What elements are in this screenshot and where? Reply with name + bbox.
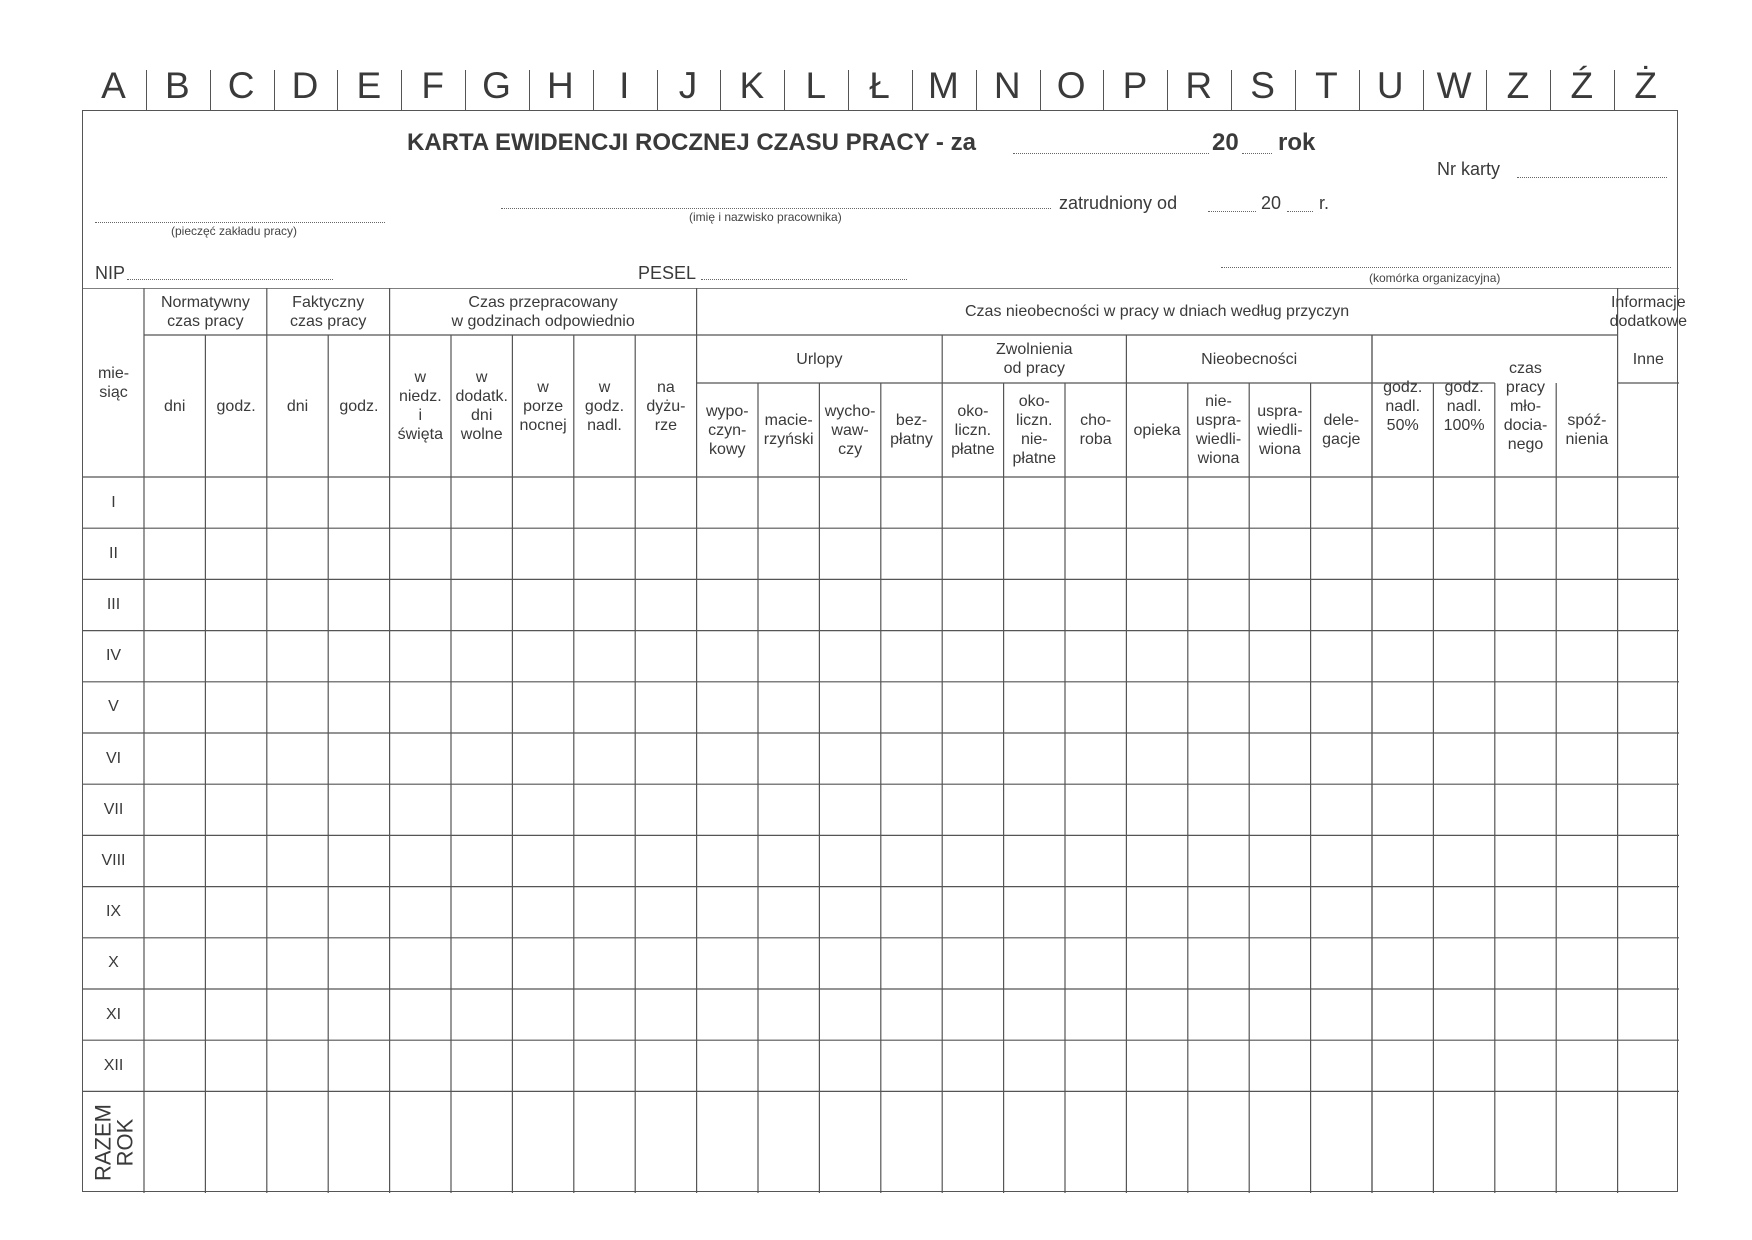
month-row-label: V — [108, 698, 119, 716]
pesel-label: PESEL — [638, 263, 697, 283]
normative-time-header: Normatywny czas pracy — [160, 293, 250, 330]
column-letter: O — [1056, 65, 1086, 106]
column-letter: Ł — [869, 65, 890, 106]
column-header-overtime: w godz. nadl. — [584, 378, 625, 434]
column-letter: R — [1185, 65, 1213, 106]
column-header-maternity: macie- rzyński — [763, 412, 814, 448]
card-number-field[interactable] — [1517, 177, 1667, 178]
column-letter: B — [164, 65, 190, 106]
column-header-care: opieka — [1133, 421, 1181, 439]
column-header-ot50: godz. nadl. 50% — [1383, 378, 1423, 434]
column-letter: I — [619, 65, 630, 106]
month-row-label: II — [109, 544, 118, 562]
employee-name-caption: (imię i nazwisko pracownika) — [689, 210, 842, 224]
month-row-label: IV — [105, 647, 122, 665]
month-row-label: XI — [105, 1005, 122, 1023]
year-field[interactable] — [1013, 153, 1209, 154]
card-number-label: Nr karty — [1437, 159, 1500, 179]
month-row-label: I — [111, 493, 116, 511]
column-letter: F — [421, 65, 444, 106]
column-header-excused: uspra- wiedli- wiona — [1257, 402, 1303, 458]
letter-separator — [1423, 70, 1424, 110]
column-header-sickness: cho- roba — [1079, 412, 1112, 448]
letter-separator — [720, 70, 721, 110]
letter-separator — [1359, 70, 1360, 110]
letter-separator — [146, 70, 147, 110]
letter-separator — [465, 70, 466, 110]
nip-label: NIP — [95, 263, 126, 283]
letter-separator — [274, 70, 275, 110]
column-header-unexcused: nie- uspra- wiedli- wiona — [1195, 393, 1242, 467]
month-row-label: VI — [105, 749, 122, 767]
column-header-act_days: dni — [286, 397, 309, 415]
employed-year-field[interactable] — [1287, 211, 1313, 212]
actual-time-header: Faktyczny czas pracy — [289, 293, 367, 330]
letter-separator — [1295, 70, 1296, 110]
department-field[interactable] — [1221, 267, 1671, 268]
letter-separator — [1614, 70, 1615, 110]
letter-separator — [1486, 70, 1487, 110]
letter-separator — [1167, 70, 1168, 110]
month-header: mie- siąc — [97, 364, 130, 401]
column-letter: Ż — [1634, 65, 1657, 106]
column-header-night: w porze nocnej — [519, 378, 567, 434]
letter-separator — [1231, 70, 1232, 110]
column-header-sundays: w niedz. i święta — [397, 369, 443, 443]
month-row-label: VIII — [101, 851, 126, 869]
employed-since-label: zatrudniony od — [1059, 193, 1178, 213]
column-header-unpaid: bez- płatny — [890, 412, 933, 448]
column-header-late: spóź- nienia — [1565, 412, 1609, 448]
letter-separator — [529, 70, 530, 110]
stamp-field[interactable] — [95, 222, 385, 223]
year-suffix-field[interactable] — [1242, 153, 1272, 154]
employed-year-suffix: r. — [1319, 193, 1330, 213]
column-letter: S — [1250, 65, 1275, 106]
absence-days-header: Czas nieobecności w pracy w dniach według przyczyn — [965, 303, 1350, 320]
letter-separator — [1550, 70, 1551, 110]
column-letter: A — [101, 65, 126, 106]
column-header-norm_days: dni — [164, 397, 186, 415]
column-letter: H — [547, 65, 574, 106]
column-letter-strip — [82, 62, 1678, 110]
letter-separator — [401, 70, 402, 110]
worked-hours-header: Czas przepracowany w godzinach odpowiednio — [451, 293, 635, 330]
letter-separator — [210, 70, 211, 110]
column-header-act_hours: godz. — [339, 397, 379, 415]
column-header-norm_hours: godz. — [216, 397, 256, 415]
column-letter: M — [927, 65, 959, 106]
month-row-label: X — [108, 954, 119, 972]
column-header-ot100: godz. nadl. 100% — [1443, 378, 1485, 434]
column-header-childcare: wycho- waw- czy — [824, 402, 876, 458]
other-subheader: Inne — [1632, 350, 1664, 368]
letter-separator — [784, 70, 785, 110]
column-letter: J — [678, 65, 698, 106]
column-header-duty: na dyżu- rze — [646, 378, 686, 434]
month-row-label: IX — [105, 903, 122, 921]
card-title: KARTA EWIDENCJI ROCZNEJ CZASU PRACY - za — [407, 129, 976, 156]
column-header-circ_unpaid: oko- liczn. nie- płatne — [1012, 393, 1057, 467]
column-header-delegation: dele- gacje — [1322, 412, 1361, 448]
year-word: rok — [1278, 129, 1316, 156]
employed-date-field[interactable] — [1208, 211, 1256, 212]
letter-separator — [1103, 70, 1104, 110]
absences-subheader: Nieobecności — [1201, 350, 1298, 368]
column-letter: T — [1315, 65, 1338, 106]
nip-field[interactable] — [127, 279, 333, 280]
year-total-label: RAZEM ROK — [89, 1103, 137, 1181]
column-letter: Z — [1506, 65, 1530, 106]
letter-separator — [337, 70, 338, 110]
column-header-circ_paid: oko- liczn. płatne — [951, 402, 995, 458]
column-header-youth: czas pracy mło- docia- nego — [1503, 359, 1548, 453]
column-letter: P — [1122, 65, 1148, 106]
column-letter: U — [1376, 65, 1404, 106]
leave-subheader: Urlopy — [796, 350, 843, 368]
year-prefix: 20 — [1212, 129, 1239, 156]
letter-separator — [912, 70, 913, 110]
column-letter: W — [1436, 65, 1472, 106]
month-row-label: VII — [103, 800, 124, 818]
letter-separator — [657, 70, 658, 110]
stamp-caption: (pieczęć zakładu pracy) — [171, 224, 298, 238]
release-subheader: Zwolnienia od pracy — [996, 341, 1073, 377]
column-letter: C — [227, 65, 255, 106]
column-letter: N — [993, 65, 1021, 106]
column-header-vacation: wypo- czyn- kowy — [705, 402, 749, 458]
month-row-label: XII — [103, 1056, 124, 1074]
letter-separator — [593, 70, 594, 110]
month-row-label: III — [106, 595, 121, 613]
employee-name-field[interactable] — [501, 208, 1051, 209]
column-letter: G — [482, 65, 511, 106]
pesel-field[interactable] — [701, 279, 907, 280]
column-letter: E — [356, 65, 382, 106]
column-letter: Ź — [1570, 65, 1594, 106]
employed-year-prefix: 20 — [1261, 193, 1282, 213]
additional-info-header: Informacje dodatkowe — [1609, 293, 1687, 330]
letter-separator — [976, 70, 977, 110]
letter-separator — [848, 70, 849, 110]
department-caption: (komórka organizacyjna) — [1369, 271, 1501, 285]
letter-separator — [1040, 70, 1041, 110]
column-letter: K — [739, 65, 765, 106]
column-letter: D — [291, 65, 319, 106]
time-record-table — [83, 288, 1687, 1193]
column-letter: L — [805, 65, 827, 106]
column-header-extra_days: w dodatk. dni wolne — [455, 369, 508, 443]
annual-work-time-card — [82, 110, 1687, 1192]
column-header-blank — [1618, 383, 1679, 477]
